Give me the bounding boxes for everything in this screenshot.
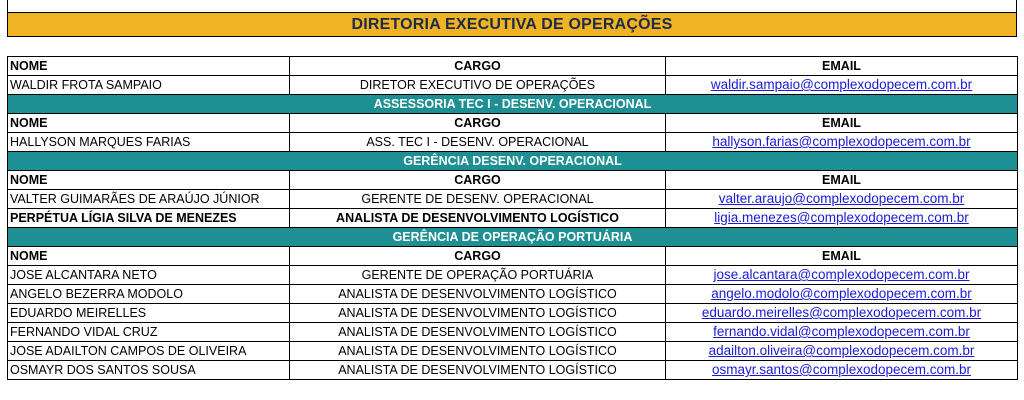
table-row — [8, 361, 1018, 380]
staff-table — [7, 56, 1018, 380]
email-link[interactable]: ligia.menezes@complexodopecem.com.br — [714, 210, 969, 225]
cell-cargo: ANALISTA DE DESENVOLVIMENTO LOGÍSTICO — [290, 209, 666, 228]
section-title: ASSESSORIA TEC I - DESENV. OPERACIONAL — [8, 95, 1018, 114]
header-nome: NOME — [8, 171, 290, 190]
email-link[interactable]: fernando.vidal@complexodopecem.com.br — [713, 324, 970, 339]
header-row — [8, 114, 1018, 133]
table-row — [8, 304, 1018, 323]
header-email: EMAIL — [666, 171, 1018, 190]
cell-email — [666, 361, 1018, 380]
cell-email — [666, 342, 1018, 361]
email-link[interactable]: jose.alcantara@complexodopecem.com.br — [713, 267, 970, 282]
header-cargo: CARGO — [290, 57, 666, 76]
header-email: EMAIL — [666, 247, 1018, 266]
section-title: GERÊNCIA DESENV. OPERACIONAL — [8, 152, 1018, 171]
cell-cargo: ANALISTA DE DESENVOLVIMENTO LOGÍSTICO — [290, 361, 666, 380]
page-title: DIRETORIA EXECUTIVA DE OPERAÇÕES — [7, 12, 1017, 37]
header-row — [8, 57, 1018, 76]
email-link[interactable]: hallyson.farias@complexodopecem.com.br — [712, 134, 971, 149]
cell-cargo: ANALISTA DE DESENVOLVIMENTO LOGÍSTICO — [290, 342, 666, 361]
cell-email — [666, 76, 1018, 95]
table-row — [8, 209, 1018, 228]
section-header-row — [8, 228, 1018, 247]
header-email: EMAIL — [666, 57, 1018, 76]
email-link[interactable]: valter.araujo@complexodopecem.com.br — [718, 191, 965, 206]
email-link[interactable]: osmayr.santos@complexodopecem.com.br — [711, 362, 972, 377]
cell-nome: EDUARDO MEIRELLES — [8, 304, 290, 323]
cell-email — [666, 285, 1018, 304]
table-row — [8, 190, 1018, 209]
table-row — [8, 342, 1018, 361]
table-row — [8, 285, 1018, 304]
cell-nome: FERNANDO VIDAL CRUZ — [8, 323, 290, 342]
cell-nome: OSMAYR DOS SANTOS SOUSA — [8, 361, 290, 380]
header-nome: NOME — [8, 114, 290, 133]
cell-cargo: GERENTE DE DESENV. OPERACIONAL — [290, 190, 666, 209]
section-title: GERÊNCIA DE OPERAÇÃO PORTUÁRIA — [8, 228, 1018, 247]
header-nome: NOME — [8, 57, 290, 76]
cell-email — [666, 304, 1018, 323]
cell-email — [666, 133, 1018, 152]
header-cargo: CARGO — [290, 114, 666, 133]
table-row — [8, 266, 1018, 285]
cell-nome: ANGELO BEZERRA MODOLO — [8, 285, 290, 304]
header-row — [8, 171, 1018, 190]
cell-nome: WALDIR FROTA SAMPAIO — [8, 76, 290, 95]
cell-cargo: DIRETOR EXECUTIVO DE OPERAÇÕES — [290, 76, 666, 95]
cell-email — [666, 323, 1018, 342]
cell-nome: PERPÉTUA LÍGIA SILVA DE MENEZES — [8, 209, 290, 228]
cell-email — [666, 266, 1018, 285]
email-link[interactable]: adailton.oliveira@complexodopecem.com.br — [708, 343, 975, 358]
table-row — [8, 76, 1018, 95]
cell-cargo: ANALISTA DE DESENVOLVIMENTO LOGÍSTICO — [290, 285, 666, 304]
email-link[interactable]: eduardo.meirelles@complexodopecem.com.br — [701, 305, 982, 320]
cell-email — [666, 190, 1018, 209]
section-header-row — [8, 152, 1018, 171]
header-email: EMAIL — [666, 114, 1018, 133]
cell-nome: JOSE ALCANTARA NETO — [8, 266, 290, 285]
header-cargo: CARGO — [290, 171, 666, 190]
cell-email — [666, 209, 1018, 228]
cell-cargo: GERENTE DE OPERAÇÃO PORTUÁRIA — [290, 266, 666, 285]
email-link[interactable]: angelo.modolo@complexodopecem.com.br — [711, 286, 972, 301]
cell-nome: VALTER GUIMARÃES DE ARAÚJO JÚNIOR — [8, 190, 290, 209]
section-header-row — [8, 95, 1018, 114]
header-nome: NOME — [8, 247, 290, 266]
header-row — [8, 247, 1018, 266]
cell-cargo: ANALISTA DE DESENVOLVIMENTO LOGÍSTICO — [290, 304, 666, 323]
cell-cargo: ANALISTA DE DESENVOLVIMENTO LOGÍSTICO — [290, 323, 666, 342]
header-cargo: CARGO — [290, 247, 666, 266]
table-row — [8, 133, 1018, 152]
table-row — [8, 323, 1018, 342]
top-strip — [7, 0, 1017, 12]
cell-cargo: ASS. TEC I - DESENV. OPERACIONAL — [290, 133, 666, 152]
email-link[interactable]: waldir.sampaio@complexodopecem.com.br — [710, 77, 973, 92]
cell-nome: JOSE ADAILTON CAMPOS DE OLIVEIRA — [8, 342, 290, 361]
cell-nome: HALLYSON MARQUES FARIAS — [8, 133, 290, 152]
